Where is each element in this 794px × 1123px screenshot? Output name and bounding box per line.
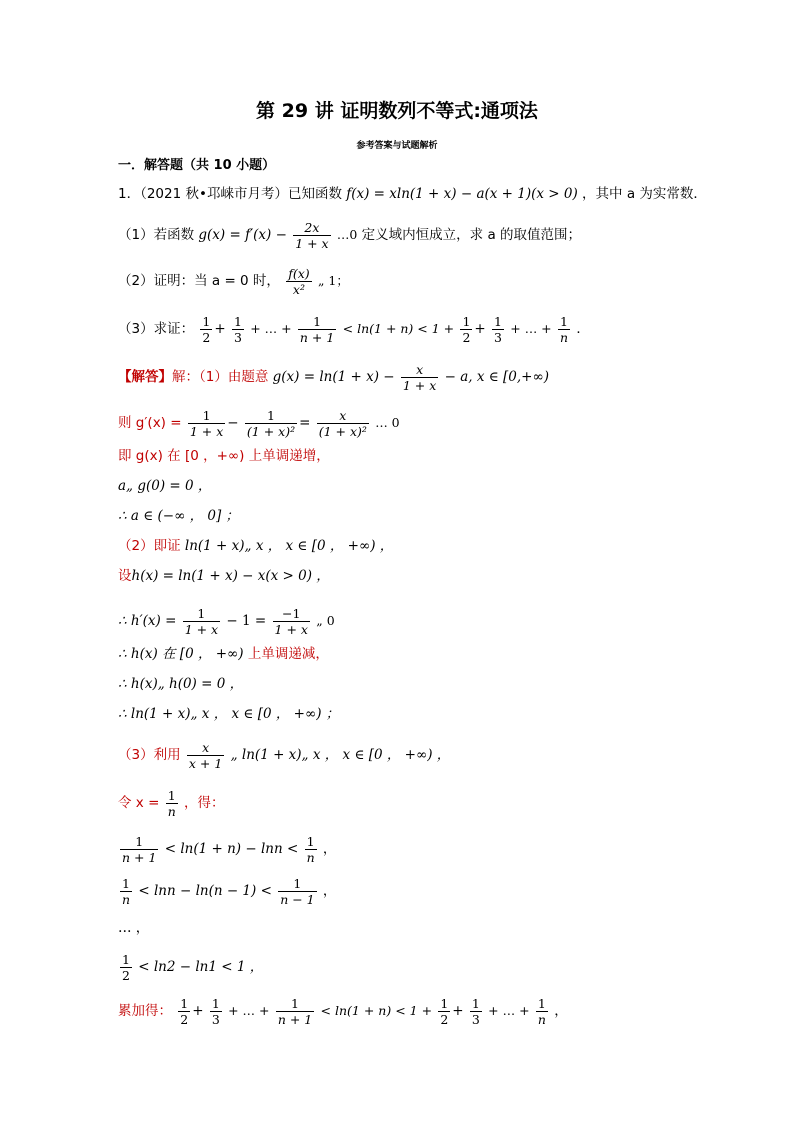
text: 上单调递增， <box>248 448 330 464</box>
frac-num: 1 <box>305 834 317 850</box>
fraction <box>305 834 317 865</box>
frac-den: n + 1 <box>299 330 335 345</box>
fraction <box>120 834 158 865</box>
fraction <box>187 740 224 771</box>
frac-den: x² <box>292 282 305 297</box>
solution-label: 【解答】 <box>118 369 172 385</box>
frac-num: 1 <box>122 952 130 967</box>
solution-line-17 <box>118 952 263 983</box>
solution-line-14 <box>118 834 336 865</box>
ineq-frac <box>210 996 222 1027</box>
frac-num: x <box>401 362 438 378</box>
frac-num: 1 <box>245 408 297 424</box>
solution-line-12 <box>118 740 450 771</box>
part1-math: g(x) = f′(x) − <box>198 227 287 243</box>
math: … 0 <box>375 415 400 430</box>
fraction <box>401 362 438 393</box>
fraction <box>183 606 220 637</box>
frac-num: 1 <box>188 408 225 424</box>
frac-den: 1 + x <box>189 424 224 439</box>
fraction <box>120 876 132 907</box>
math: 则 g′(x) = <box>118 415 182 431</box>
part2-relation: „ 1； <box>317 273 349 288</box>
solution-line-2: 则 g′(x) = $\frac{1}{1 + x}$ − $\frac{1}{\text{(1 + x)²}}$ = $\frac{x}{\text{(1 + x)²}}$ … 0 <box>118 408 400 439</box>
fraction <box>166 788 178 819</box>
math: 令 x = <box>118 795 160 811</box>
ineq-frac <box>298 314 336 345</box>
solution-line-13 <box>118 788 225 819</box>
ineq-frac <box>232 314 244 345</box>
solution-line-4: a„ g(0) = 0 ， <box>118 478 212 494</box>
frac-num: −1 <box>273 606 310 622</box>
part1-end: 定义域内恒成立，求 a 的取值范围； <box>361 227 582 243</box>
ineq-frac <box>470 996 482 1027</box>
text: 上单调递减， <box>247 646 329 662</box>
math: 即 g(x) 在 [0 ，+∞) <box>118 448 245 464</box>
frac-num: 1 <box>494 314 502 329</box>
frac-den: n <box>167 804 176 819</box>
ineq-frac <box>536 996 548 1027</box>
math: ， <box>322 883 337 899</box>
solution-line-5: ∴ a ∈ (−∞ ， 0] ； <box>118 508 240 524</box>
problem-intro <box>118 186 707 202</box>
frac-den: n <box>122 892 131 907</box>
ineq-frac <box>492 314 504 345</box>
frac-den: (1 + x)² <box>318 424 367 439</box>
solution-line-8 <box>118 606 335 637</box>
frac-num: 1 <box>120 876 132 892</box>
frac-num: 1 <box>462 314 471 329</box>
problem-part-2 <box>118 266 349 297</box>
math: ∴ h(x) 在 [0 ， +∞) <box>118 646 244 662</box>
solution-line-10: ∴ h(x)„ h(0) = 0 ， <box>118 676 244 692</box>
math: g(x) = ln(1 + x) − <box>272 369 395 385</box>
fraction <box>188 408 225 439</box>
frac-den: n <box>306 850 315 865</box>
ineq-dots: + … + <box>510 321 552 336</box>
frac-num: 1 <box>558 314 570 330</box>
ineq-frac <box>276 996 314 1027</box>
solution-line-18: 累加得： $\frac{1}{2}$ + $\frac{1}{3}$ + … + $\frac{1}{n + 1}$ < ln(1 + n) < 1 + $\frac{1}{2}$ + $\frac{1}{3}$ + … + $\frac{1}{n}$ ， <box>118 996 568 1027</box>
frac-den: (1 + x)² <box>246 424 296 439</box>
frac-den: 2 <box>440 1012 449 1027</box>
problem-intro-end: ，其中 a 为实常数． <box>582 186 707 202</box>
frac-num: 1 <box>233 314 242 329</box>
math: − a, x ∈ [0,+∞) <box>444 369 550 385</box>
ineq-frac <box>558 314 570 345</box>
math: < ln2 − ln1 < 1 ， <box>138 959 264 975</box>
text: 累加得： <box>118 1003 172 1019</box>
ineq-frac <box>460 314 472 345</box>
solution-line-3 <box>118 448 330 464</box>
frac-num: 2x <box>293 220 330 236</box>
frac-num: 1 <box>440 996 449 1011</box>
text: 设 <box>118 568 132 584</box>
math: „ ln(1 + x)„ x ， x ∈ [0 ， +∞) ， <box>230 747 451 763</box>
solution-line-7 <box>118 568 330 584</box>
frac-num: 1 <box>471 996 480 1011</box>
frac-den: n + 1 <box>277 1012 313 1027</box>
frac-den: 2 <box>122 968 130 983</box>
ineq-end: ． <box>576 321 590 337</box>
frac-num: 1 <box>183 606 220 622</box>
page-title: 第 29 讲 证明数列不等式:通项法 <box>256 100 538 122</box>
frac-den: n <box>537 1012 546 1027</box>
solution-intro: 解：（1）由题意 <box>172 369 269 385</box>
text: （3）利用 <box>118 747 181 763</box>
solution-line-1 <box>118 362 549 393</box>
frac-den: 3 <box>494 330 502 345</box>
math: ， <box>322 841 337 857</box>
frac-num: 1 <box>536 996 548 1012</box>
part1-fraction <box>293 220 330 251</box>
fraction <box>278 876 316 907</box>
math: „ 0 <box>316 613 335 628</box>
solution-line-11: ∴ ln(1 + x)„ x ， x ∈ [0 ， +∞) ； <box>118 706 340 722</box>
frac-num: 1 <box>276 996 314 1012</box>
frac-num: 1 <box>120 834 158 850</box>
frac-num: 1 <box>166 788 178 804</box>
math: ∴ h′(x) = <box>118 613 177 629</box>
math: < lnn − ln(n − 1) < <box>138 883 272 899</box>
frac-num: 1 <box>202 314 211 329</box>
frac-den: n + 1 <box>122 850 157 865</box>
fraction <box>245 408 297 439</box>
ineq-middle: < ln(1 + n) < 1 + <box>320 1003 433 1018</box>
frac-den: 2 <box>180 1012 189 1027</box>
page-subtitle: 参考答案与试题解析 <box>356 141 438 151</box>
frac-den: 1 + x <box>274 622 308 637</box>
frac-num: x <box>317 408 369 424</box>
fraction <box>317 408 369 439</box>
solution-line-16: … ， <box>118 920 150 936</box>
frac-num: f(x) <box>288 266 310 281</box>
frac-den: n − 1 <box>280 892 315 907</box>
frac-den: 2 <box>462 330 471 345</box>
ineq-frac <box>438 996 450 1027</box>
frac-den: n <box>559 330 569 345</box>
frac-den: 2 <box>202 330 211 345</box>
frac-den: 3 <box>471 1012 480 1027</box>
ineq-dots: + … + <box>488 1003 530 1018</box>
part1-label: （1）若函数 <box>118 227 195 243</box>
solution-line-9 <box>118 646 329 662</box>
frac-num: 1 <box>298 314 336 330</box>
ineq-frac <box>200 314 212 345</box>
fraction <box>120 952 132 983</box>
math: h(x) = ln(1 + x) − x(x > 0) ， <box>131 568 330 584</box>
part1-relation: …0 <box>336 227 358 242</box>
math: − 1 = <box>226 613 267 629</box>
frac-num: 1 <box>180 996 189 1011</box>
part2-label: （2）证明：当 a = 0 时， <box>118 273 280 289</box>
problem-part-1 <box>118 220 581 251</box>
frac-num: 1 <box>278 876 316 892</box>
solution-line-15 <box>118 876 336 907</box>
problem-function: f(x) = xln(1 + x) − a(x + 1)(x > 0) <box>346 186 578 202</box>
problem-part-3: （3）求证： $\frac{1}{2}$ + $\frac{1}{3}$ + … + $\frac{1}{n + 1}$ < ln(1 + n) < 1 + $\frac{1}{2}$ + $\frac{1}{3}$ + … + $\frac{1}{n}$ ． <box>118 314 590 345</box>
ineq-middle: < ln(1 + n) < 1 + <box>342 321 455 336</box>
frac-num: 1 <box>211 996 220 1011</box>
fraction <box>273 606 310 637</box>
part3-label: （3）求证： <box>118 321 195 337</box>
solution-line-6 <box>118 538 393 554</box>
frac-den: 1 + x <box>402 378 437 393</box>
part2-fraction <box>286 266 311 297</box>
math: ln(1 + x)„ x ， x ∈ [0 ， +∞) ， <box>184 538 394 554</box>
math: < ln(1 + n) − lnn < <box>164 841 299 857</box>
text: （2）即证 <box>118 538 181 554</box>
frac-den: 1 + x <box>295 236 329 251</box>
text: ，得： <box>184 795 225 811</box>
frac-num: x <box>187 740 224 756</box>
ineq-frac <box>178 996 190 1027</box>
frac-den: 1 + x <box>184 622 219 637</box>
frac-den: x + 1 <box>188 756 223 771</box>
frac-den: 3 <box>233 330 242 345</box>
math: ， <box>554 1003 568 1019</box>
section-heading: 一．解答题（共 10 小题） <box>118 158 276 173</box>
problem-intro-text: 1．（2021 秋•邛崃市月考）已知函数 <box>118 186 342 202</box>
frac-den: 3 <box>211 1012 220 1027</box>
ineq-dots: + … + <box>228 1003 270 1018</box>
ineq-dots: + … + <box>250 321 292 336</box>
